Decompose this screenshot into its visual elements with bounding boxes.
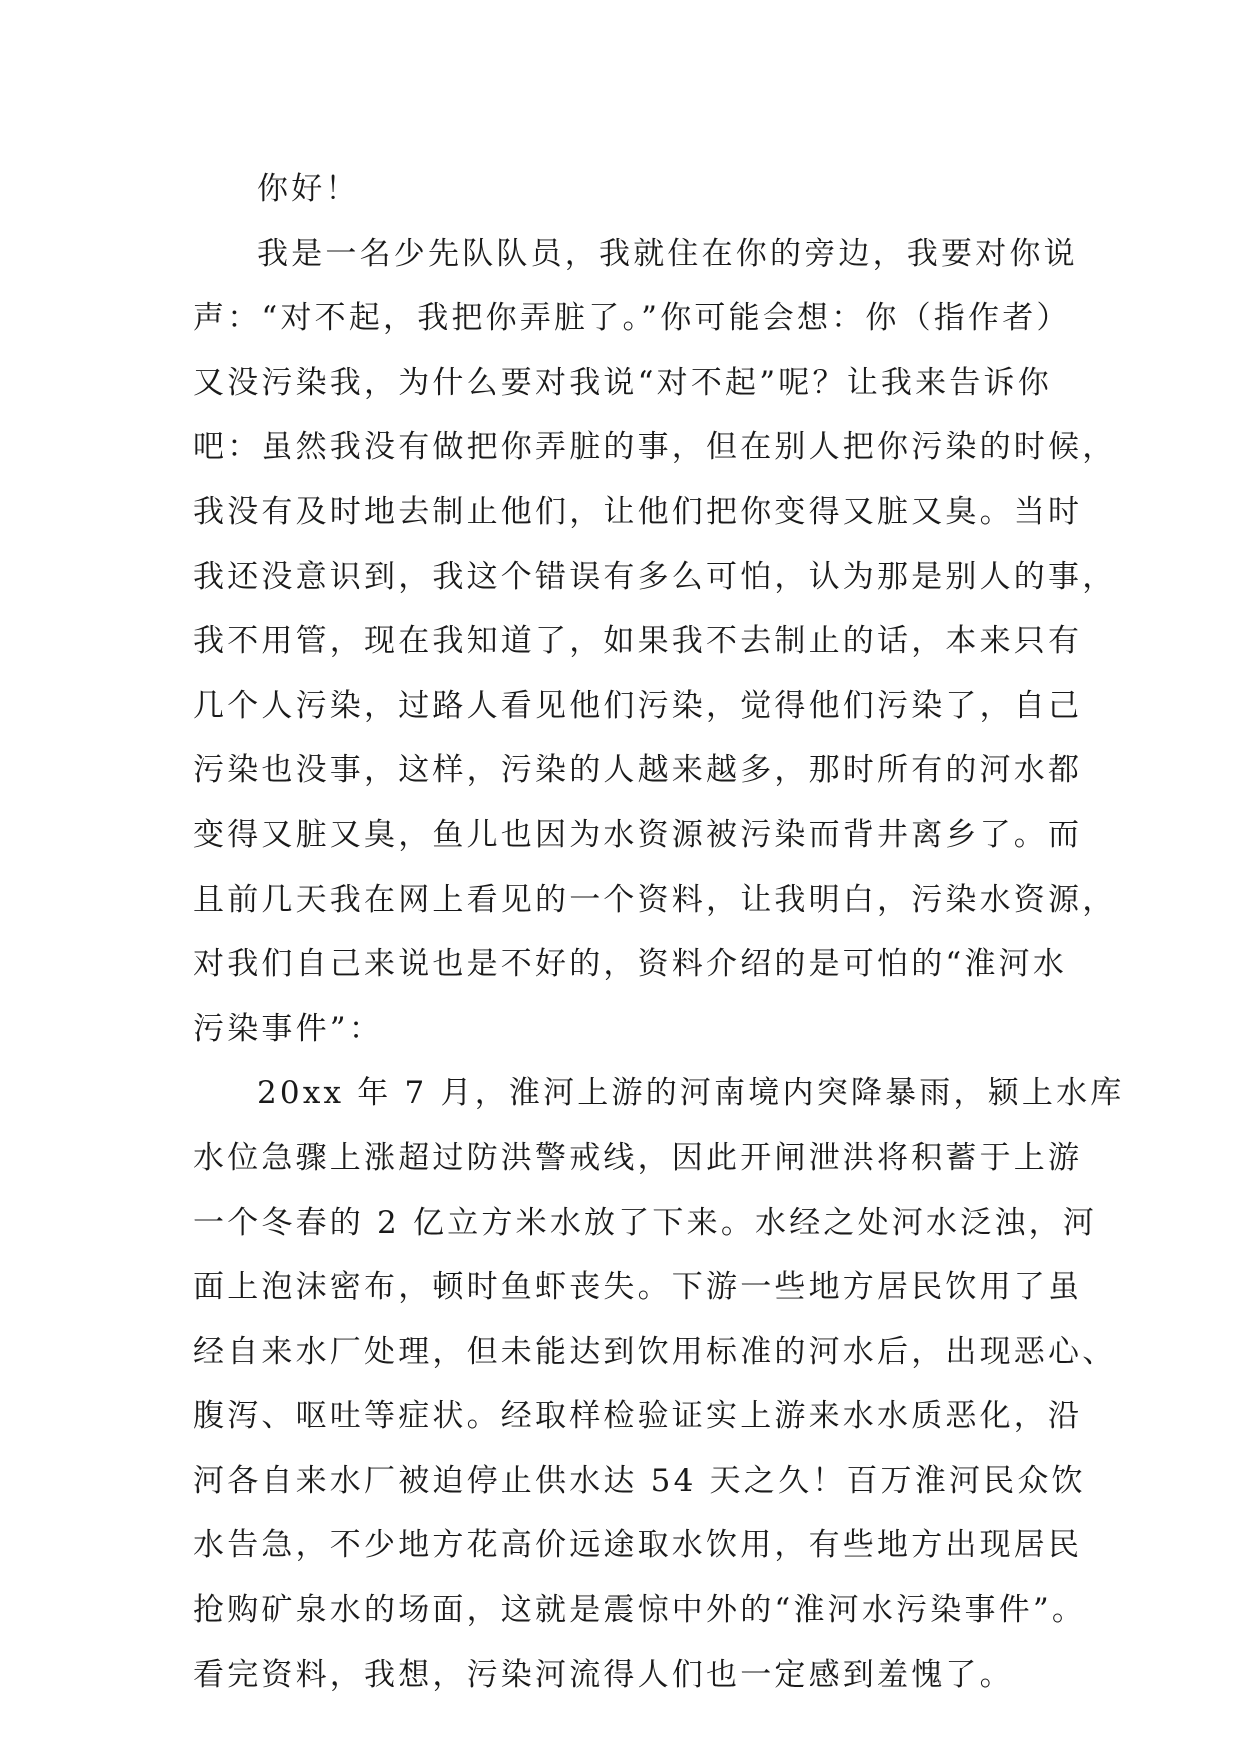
paragraph-line: 我是一名少先队队员，我就住在你的旁边，我要对你说 bbox=[257, 235, 1078, 272]
paragraph-line: 我没有及时地去制止他们，让他们把你变得又脏又臭。当时 bbox=[193, 493, 1083, 530]
letter-body bbox=[193, 157, 1125, 1707]
paragraph-line: 又没污染我，为什么要对我说“对不起”呢？让我来告诉你 bbox=[193, 364, 1052, 401]
paragraph-line: 经自来水厂处理，但未能达到饮用标准的河水后，出现恶心、 bbox=[193, 1333, 1117, 1370]
paragraph-line: 且前几天我在网上看见的一个资料，让我明白，污染水资源， bbox=[193, 881, 1117, 918]
greeting-line: 你好！ bbox=[257, 171, 360, 207]
paragraph-line: 吧：虽然我没有做把你弄脏的事，但在别人把你污染的时候， bbox=[193, 429, 1117, 466]
paragraph-line: 几个人污染，过路人看见他们污染，觉得他们污染了，自己 bbox=[193, 687, 1083, 724]
paragraph-line: 我还没意识到，我这个错误有多么可怕，认为那是别人的事， bbox=[193, 558, 1117, 595]
paragraph-line: 水告急，不少地方花高价远途取水饮用，有些地方出现居民 bbox=[193, 1527, 1083, 1564]
paragraph-line: 20xx 年 7 月，淮河上游的河南境内突降暴雨，颍上水库 bbox=[257, 1075, 1125, 1112]
paragraph-line: 我不用管，现在我知道了，如果我不去制止的话，本来只有 bbox=[193, 623, 1083, 660]
paragraph-line: 对我们自己来说也是不好的，资料介绍的是可怕的“淮河水 bbox=[193, 946, 1068, 983]
paragraph-line: 水位急骤上涨超过防洪警戒线，因此开闸泄洪将积蓄于上游 bbox=[193, 1139, 1083, 1176]
paragraph-line: 污染事件”： bbox=[193, 1010, 384, 1047]
paragraph-line: 声：“对不起，我把你弄脏了。”你可能会想：你（指作者） bbox=[193, 300, 1071, 337]
paragraph-line: 一个冬春的 2 亿立方米水放了下来。水经之处河水泛浊，河 bbox=[193, 1204, 1098, 1241]
paragraph-line: 看完资料，我想，污染河流得人们也一定感到羞愧了。 bbox=[193, 1656, 1014, 1693]
paragraph-line: 污染也没事，这样，污染的人越来越多，那时所有的河水都 bbox=[193, 752, 1083, 789]
paragraph-line: 变得又脏又臭，鱼儿也因为水资源被污染而背井离乡了。而 bbox=[193, 816, 1083, 853]
paragraph-line: 腹泻、呕吐等症状。经取样检验证实上游来水水质恶化，沿 bbox=[193, 1398, 1083, 1435]
paragraph-line: 抢购矿泉水的场面，这就是震惊中外的“淮河水污染事件”。 bbox=[193, 1592, 1087, 1629]
paragraph-line: 河各自来水厂被迫停止供水达 54 天之久！百万淮河民众饮 bbox=[193, 1462, 1086, 1499]
paragraph-line: 面上泡沫密布，顿时鱼虾丧失。下游一些地方居民饮用了虽 bbox=[193, 1269, 1083, 1306]
